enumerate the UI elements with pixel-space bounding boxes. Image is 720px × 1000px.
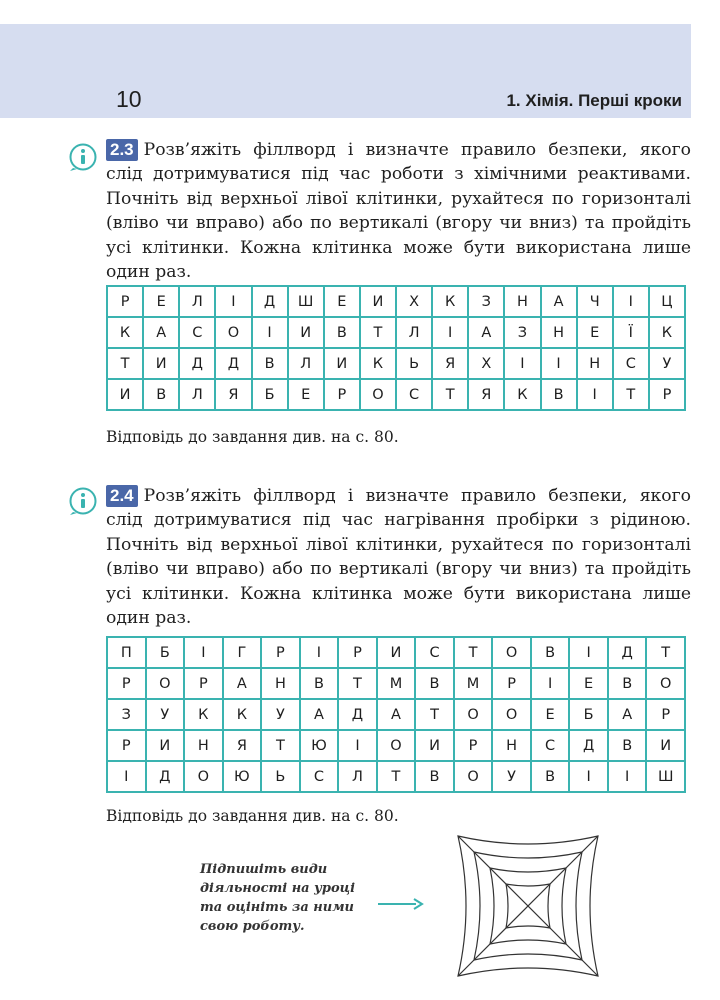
grid-cell: К xyxy=(360,348,396,379)
grid-cell: И xyxy=(288,317,324,348)
grid-cell: А xyxy=(541,286,577,317)
grid-cell: В xyxy=(608,730,647,761)
grid-cell: Т xyxy=(454,637,493,668)
grid-cell: І xyxy=(215,286,251,317)
grid-cell: Н xyxy=(261,668,300,699)
grid-cell: А xyxy=(377,699,416,730)
grid-cell: Л xyxy=(179,286,215,317)
grid-cell: Е xyxy=(577,317,613,348)
grid-cell: Р xyxy=(649,379,685,410)
grid-cell: О xyxy=(360,379,396,410)
grid-cell: И xyxy=(415,730,454,761)
grid-cell: Б xyxy=(252,379,288,410)
grid-cell: І xyxy=(608,761,647,792)
grid-cell: Х xyxy=(468,348,504,379)
grid-cell: Н xyxy=(184,730,223,761)
grid-cell: И xyxy=(146,730,185,761)
grid-cell: Р xyxy=(492,668,531,699)
note-line: Підпишіть види xyxy=(200,862,328,877)
grid-cell: І xyxy=(107,761,146,792)
grid-cell: В xyxy=(252,348,288,379)
grid-cell: І xyxy=(569,637,608,668)
grid-cell: С xyxy=(415,637,454,668)
grid-cell: Н xyxy=(577,348,613,379)
grid-cell: Я xyxy=(215,379,251,410)
grid-cell: Л xyxy=(396,317,432,348)
grid-cell: Д xyxy=(215,348,251,379)
grid-cell: О xyxy=(377,730,416,761)
grid-cell: И xyxy=(324,348,360,379)
grid-cell: Д xyxy=(146,761,185,792)
grid-cell: Т xyxy=(415,699,454,730)
grid-cell: В xyxy=(143,379,179,410)
grid-cell: К xyxy=(504,379,540,410)
grid-cell: О xyxy=(454,761,493,792)
task-2-3 xyxy=(106,138,691,284)
grid-cell: Л xyxy=(338,761,377,792)
page-number: 10 xyxy=(116,86,142,112)
grid-cell: С xyxy=(613,348,649,379)
activity-note xyxy=(200,860,390,936)
grid-cell: У xyxy=(146,699,185,730)
grid-row xyxy=(107,699,685,730)
grid-cell: Е xyxy=(324,286,360,317)
grid-cell: Р xyxy=(184,668,223,699)
note-line: свою роботу. xyxy=(200,919,305,934)
grid-cell: З xyxy=(107,699,146,730)
grid-cell: О xyxy=(492,699,531,730)
grid-cell: Е xyxy=(288,379,324,410)
grid-cell: О xyxy=(215,317,251,348)
grid-cell: І xyxy=(504,348,540,379)
grid-cell: Л xyxy=(179,379,215,410)
grid-cell: К xyxy=(184,699,223,730)
grid-cell: И xyxy=(143,348,179,379)
grid-cell: І xyxy=(252,317,288,348)
arrow-right-icon xyxy=(376,898,424,910)
fillword-grid-2-4 xyxy=(106,636,686,793)
grid-cell: А xyxy=(143,317,179,348)
fillword-grid-2-3 xyxy=(106,285,686,411)
grid-row xyxy=(107,317,685,348)
grid-cell: К xyxy=(107,317,143,348)
task-number: 2.4 xyxy=(106,485,138,507)
grid-cell: Н xyxy=(541,317,577,348)
grid-cell: С xyxy=(531,730,570,761)
info-icon xyxy=(68,486,98,516)
task-number: 2.3 xyxy=(106,139,138,161)
grid-cell: Н xyxy=(504,286,540,317)
grid-cell: І xyxy=(541,348,577,379)
grid-cell: У xyxy=(261,699,300,730)
grid-cell: П xyxy=(107,637,146,668)
grid-cell: І xyxy=(577,379,613,410)
grid-cell: Д xyxy=(608,637,647,668)
grid-cell: Е xyxy=(531,699,570,730)
grid-cell: І xyxy=(338,730,377,761)
task-text: Розв’яжіть філлворд і визначте правило безпеки, якого слід дотримуватися під час роботи з хімічними реактивами. Почніть від верхньої лівої клітинки, рухайтеся по горизонталі (вліво чи вправо) або по вертикалі (вгору чи вниз) та пройдіть усі клітинки. Кожна клітинка може бути використана лише один раз. xyxy=(106,140,691,283)
grid-cell: Я xyxy=(468,379,504,410)
grid-cell: О xyxy=(454,699,493,730)
grid-cell: Ш xyxy=(646,761,685,792)
grid-cell: А xyxy=(223,668,262,699)
grid-cell: О xyxy=(146,668,185,699)
note-line: та оцініть за ними xyxy=(200,900,355,915)
grid-cell: Т xyxy=(377,761,416,792)
grid-cell: И xyxy=(377,637,416,668)
grid-cell: В xyxy=(541,379,577,410)
grid-cell: О xyxy=(646,668,685,699)
grid-cell: Д xyxy=(338,699,377,730)
grid-cell: В xyxy=(300,668,339,699)
task-2-4 xyxy=(106,484,691,630)
grid-cell: З xyxy=(468,286,504,317)
grid-cell: Я xyxy=(432,348,468,379)
task-text: Розв’яжіть філлворд і визначте правило безпеки, якого слід дотримуватися під час нагрівання пробірки з рідиною. Почніть від верхньої лівої клітинки, рухайтеся по горизонталі (вліво чи вправо) або по вертикалі (вгору чи вниз) та пройдіть усі клітинки. Кожна клітинка може бути використана лише один раз. xyxy=(106,486,691,629)
grid-cell: Т xyxy=(261,730,300,761)
grid-cell: В xyxy=(531,761,570,792)
grid-cell: Р xyxy=(324,379,360,410)
grid-cell: З xyxy=(504,317,540,348)
grid-cell: С xyxy=(179,317,215,348)
grid-cell: Р xyxy=(338,637,377,668)
grid-cell: Р xyxy=(454,730,493,761)
grid-cell: Е xyxy=(143,286,179,317)
grid-cell: Ь xyxy=(396,348,432,379)
grid-cell: И xyxy=(360,286,396,317)
grid-row xyxy=(107,637,685,668)
grid-cell: Л xyxy=(288,348,324,379)
grid-cell: Н xyxy=(492,730,531,761)
grid-cell: Т xyxy=(613,379,649,410)
grid-cell: Т xyxy=(338,668,377,699)
grid-cell: У xyxy=(649,348,685,379)
grid-cell: А xyxy=(608,699,647,730)
grid-cell: Ш xyxy=(288,286,324,317)
grid-cell: Ц xyxy=(649,286,685,317)
grid-cell: Б xyxy=(146,637,185,668)
grid-cell: А xyxy=(300,699,339,730)
grid-cell: Р xyxy=(107,730,146,761)
grid-cell: Ч xyxy=(577,286,613,317)
spiderweb-icon xyxy=(452,830,604,982)
grid-cell: Д xyxy=(569,730,608,761)
grid-cell: С xyxy=(396,379,432,410)
chapter-title: 1. Хімія. Перші кроки xyxy=(506,91,682,110)
grid-cell: Я xyxy=(223,730,262,761)
grid-cell: И xyxy=(107,379,143,410)
grid-cell: Р xyxy=(107,668,146,699)
grid-row xyxy=(107,730,685,761)
grid-cell: В xyxy=(415,668,454,699)
grid-cell: І xyxy=(184,637,223,668)
grid-cell: Р xyxy=(646,699,685,730)
grid-cell: І xyxy=(300,637,339,668)
grid-cell: Т xyxy=(646,637,685,668)
grid-cell: І xyxy=(432,317,468,348)
grid-cell: Б xyxy=(569,699,608,730)
grid-cell: І xyxy=(569,761,608,792)
grid-cell: А xyxy=(468,317,504,348)
grid-cell: В xyxy=(415,761,454,792)
grid-cell: І xyxy=(613,286,649,317)
grid-cell: В xyxy=(608,668,647,699)
grid-cell: Т xyxy=(107,348,143,379)
grid-cell: К xyxy=(649,317,685,348)
grid-row xyxy=(107,286,685,317)
grid-row xyxy=(107,348,685,379)
grid-cell: К xyxy=(432,286,468,317)
grid-cell: Д xyxy=(252,286,288,317)
grid-cell: Т xyxy=(360,317,396,348)
grid-row xyxy=(107,379,685,410)
grid-cell: Г xyxy=(223,637,262,668)
grid-cell: О xyxy=(184,761,223,792)
grid-row xyxy=(107,668,685,699)
grid-cell: И xyxy=(646,730,685,761)
grid-cell: В xyxy=(324,317,360,348)
grid-cell: Р xyxy=(261,637,300,668)
grid-cell: Ь xyxy=(261,761,300,792)
grid-cell: У xyxy=(492,761,531,792)
grid-row xyxy=(107,761,685,792)
grid-cell: К xyxy=(223,699,262,730)
answer-reference: Відповідь до завдання див. на с. 80. xyxy=(106,807,399,825)
grid-cell: В xyxy=(531,637,570,668)
grid-cell: О xyxy=(492,637,531,668)
grid-cell: Т xyxy=(432,379,468,410)
grid-cell: І xyxy=(531,668,570,699)
grid-cell: М xyxy=(454,668,493,699)
grid-cell: Ю xyxy=(300,730,339,761)
grid-cell: Д xyxy=(179,348,215,379)
grid-cell: Ю xyxy=(223,761,262,792)
note-line: діяльності на уроці xyxy=(200,881,356,896)
grid-cell: Ї xyxy=(613,317,649,348)
grid-cell: М xyxy=(377,668,416,699)
grid-cell: Е xyxy=(569,668,608,699)
grid-cell: Х xyxy=(396,286,432,317)
info-icon xyxy=(68,142,98,172)
grid-cell: Р xyxy=(107,286,143,317)
answer-reference: Відповідь до завдання див. на с. 80. xyxy=(106,428,399,446)
grid-cell: С xyxy=(300,761,339,792)
